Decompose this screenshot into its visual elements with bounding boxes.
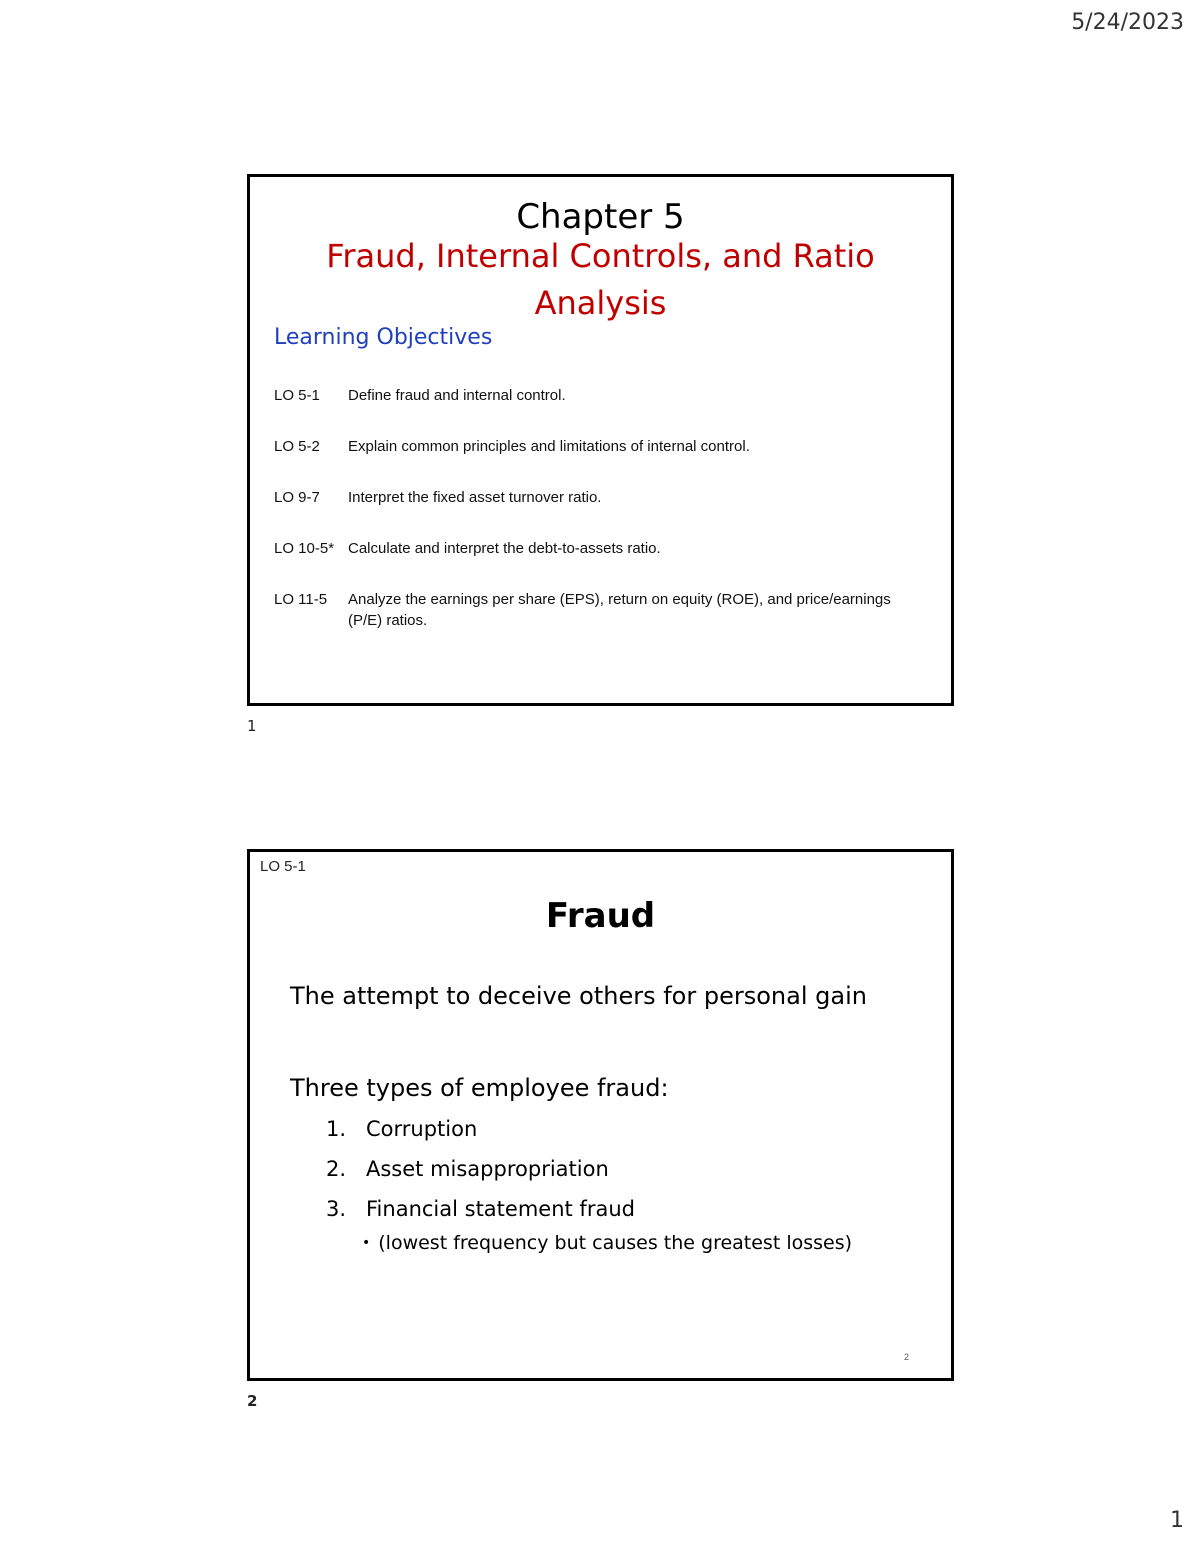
bullet-icon: •	[362, 1235, 371, 1251]
slide-thumb-label: 2	[247, 1392, 258, 1410]
fraud-types-heading: Three types of employee fraud:	[290, 1074, 669, 1102]
sub-bullet	[362, 1232, 852, 1254]
list-number: 1.	[326, 1117, 347, 1141]
objective-item	[274, 487, 921, 508]
slide-subtitle: Fraud, Internal Controls, and Ratio Analysis	[326, 237, 875, 322]
objective-item	[274, 436, 921, 457]
slide-1	[247, 174, 954, 706]
fraud-types-list	[326, 1114, 635, 1234]
objective-text: Calculate and interpret the debt-to-assets ratio.	[348, 540, 661, 557]
objective-item	[274, 538, 921, 559]
list-number: 2.	[326, 1157, 347, 1181]
objective-item	[274, 385, 921, 406]
fraud-definition: The attempt to deceive others for personal gain	[290, 982, 867, 1010]
slide-number: 2	[903, 1352, 909, 1362]
list-number: 3.	[326, 1197, 347, 1221]
slide-2	[247, 849, 954, 1381]
sub-bullet-text: (lowest frequency but causes the greatest losses)	[378, 1232, 853, 1254]
objective-code: LO 9-7	[274, 489, 320, 506]
slide-title: Chapter 5	[516, 197, 685, 237]
fraud-type-item	[326, 1194, 635, 1234]
fraud-type-text: Corruption	[366, 1117, 478, 1141]
fraud-type-text: Financial statement fraud	[366, 1197, 635, 1221]
learning-objectives-list	[274, 385, 921, 661]
learning-objectives-heading: Learning Objectives	[274, 325, 493, 350]
objective-item	[274, 589, 921, 631]
slide-thumb-label: 1	[247, 717, 257, 735]
objective-code: LO 11-5	[274, 591, 328, 608]
objective-text: Define fraud and internal control.	[348, 387, 566, 404]
objective-text: Analyze the earnings per share (EPS), return on equity (ROE), and price/earnings (P/E) ratios.	[348, 591, 891, 629]
slide-title: Fraud	[545, 896, 656, 936]
objective-text: Interpret the fixed asset turnover ratio.	[348, 489, 602, 506]
fraud-type-item	[326, 1154, 635, 1194]
lo-tag: LO 5-1	[260, 858, 306, 875]
page-date: 5/24/2023	[1071, 10, 1184, 35]
objective-text: Explain common principles and limitations of internal control.	[348, 438, 750, 455]
fraud-type-text: Asset misappropriation	[366, 1157, 609, 1181]
objective-code: LO 5-2	[274, 438, 320, 455]
fraud-type-item	[326, 1114, 635, 1154]
objective-code: LO 5-1	[274, 387, 320, 404]
page-number: 1	[1170, 1508, 1184, 1533]
objective-code: LO 10-5*	[274, 540, 335, 557]
